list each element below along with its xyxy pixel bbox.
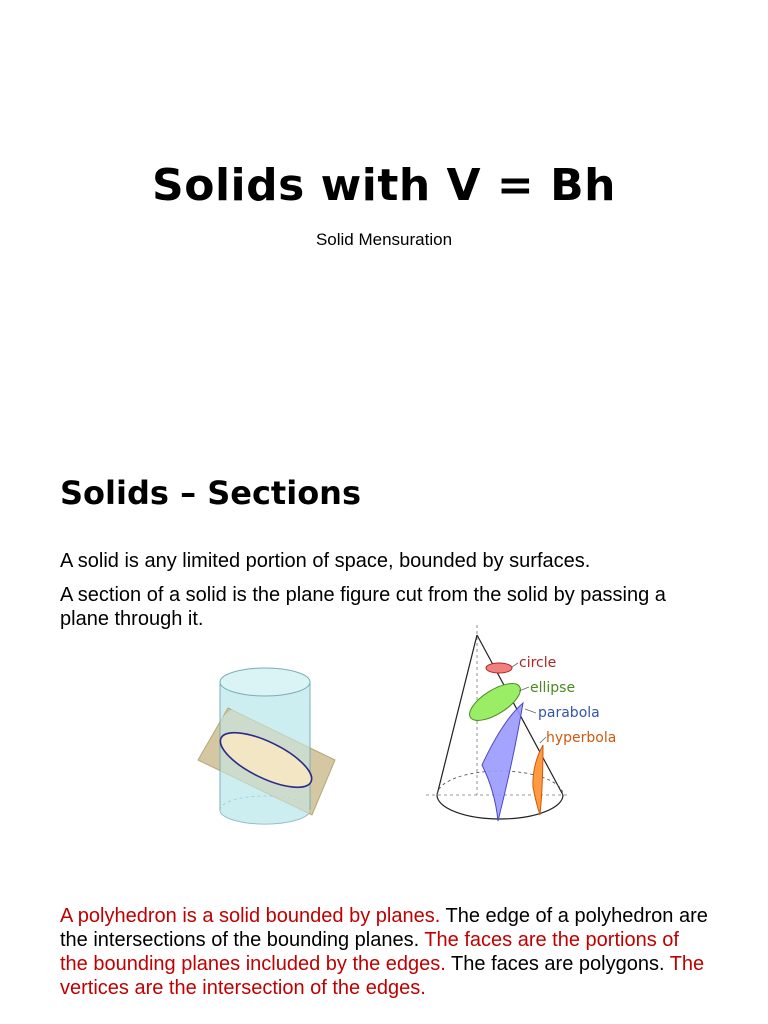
conic-sections-figure: [420, 625, 650, 840]
circle-section: [486, 663, 512, 673]
faces-def-part: The faces are the portions of the bounding planes included by the edges.: [60, 929, 679, 975]
title-slide: [0, 0, 768, 440]
polyhedron-def-part: A polyhedron is a solid bounded by planes.: [60, 905, 441, 927]
section-heading: Solids – Sections: [60, 474, 361, 512]
slide-subtitle: Solid Mensuration: [315, 230, 453, 249]
label-hyperbola: hyperbola: [546, 730, 617, 746]
parabola-section: [482, 703, 523, 821]
slide-title: Solids with V = Bh: [152, 160, 616, 211]
faces-polygons-part: The faces are polygons.: [445, 953, 665, 975]
label-circle: circle: [519, 655, 557, 671]
hyperbola-section: [533, 745, 543, 815]
label-ellipse: ellipse: [530, 680, 576, 696]
label-parabola: parabola: [538, 705, 600, 721]
solid-definition: A solid is any limited portion of space, bounded by surfaces.: [60, 550, 591, 572]
vertices-def-part: The vertices are the intersection of the edges.: [60, 953, 705, 999]
edge-def-part: The edge of a polyhedron are the intersections of the bounding planes.: [60, 905, 708, 951]
cylinder-top: [220, 668, 310, 696]
cylinder-section-figure: [195, 660, 345, 830]
section-definition: A section of a solid is the plane figure cut from the solid by passing a plane through it.: [60, 584, 666, 630]
polyhedron-definition: [60, 904, 710, 1000]
